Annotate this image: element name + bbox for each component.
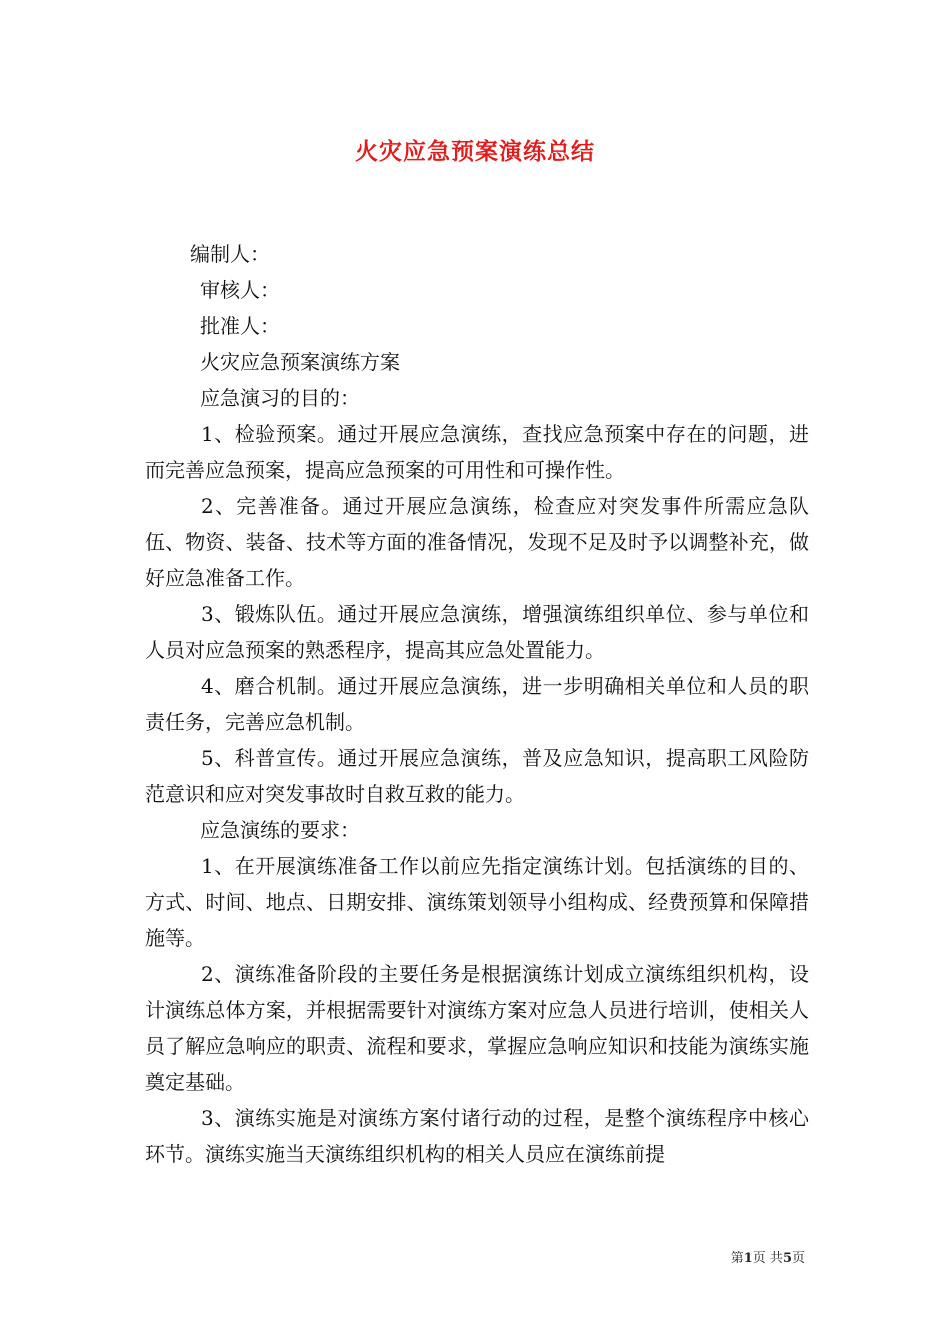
purpose-paragraph: 3、锻炼队伍。通过开展应急演练，增强演练组织单位、参与单位和人员对应急预案的熟悉程序，提高其应急处置能力。 [145, 602, 809, 662]
footer-total-pages: 5 [782, 1251, 792, 1266]
footer-prefix: 第 [730, 1251, 744, 1266]
purpose-heading: 应急演习的目的： [200, 386, 360, 410]
requirements-heading: 应急演练的要求： [200, 818, 360, 842]
requirement-paragraph: 1、在开展演练准备工作以前应先指定演练计划。包括演练的目的、方式、时间、地点、日期安排、演练策划领导小组构成、经费预算和保障措施等。 [145, 854, 809, 950]
approver-line: 批准人： [200, 314, 280, 338]
document-title: 火灾应急预案演练总结 [355, 138, 595, 165]
author-line: 编制人： [190, 242, 270, 266]
purpose-paragraph: 4、磨合机制。通过开展应急演练，进一步明确相关单位和人员的职责任务，完善应急机制。 [145, 674, 809, 734]
page-footer [731, 1247, 805, 1266]
requirement-paragraph: 2、演练准备阶段的主要任务是根据演练计划成立演练组织机构，设计演练总体方案，并根据需要针对演练方案对应急人员进行培训，使相关人员了解应急响应的职责、流程和要求，掌握应急响应知识和技能为演练实施奠定基础。 [145, 962, 809, 1094]
footer-page-number: 1 [743, 1251, 753, 1266]
footer-suffix: 页 [791, 1251, 805, 1266]
purpose-paragraph: 1、检验预案。通过开展应急演练，查找应急预案中存在的问题，进而完善应急预案，提高应急预案的可用性和可操作性。 [145, 422, 809, 482]
footer-middle: 页 共 [752, 1251, 783, 1266]
requirement-paragraph: 3、演练实施是对演练方案付诸行动的过程，是整个演练程序中核心环节。演练实施当天演练组织机构的相关人员应在演练前提 [145, 1106, 809, 1166]
purpose-paragraph: 2、完善准备。通过开展应急演练，检查应对突发事件所需应急队伍、物资、装备、技术等方面的准备情况，发现不足及时予以调整补充，做好应急准备工作。 [145, 494, 809, 590]
purpose-paragraph: 5、科普宣传。通过开展应急演练，普及应急知识，提高职工风险防范意识和应对突发事故时自救互救的能力。 [145, 746, 809, 806]
reviewer-line: 审核人： [200, 278, 280, 302]
document-body [145, 236, 809, 1172]
plan-title: 火灾应急预案演练方案 [200, 350, 400, 374]
